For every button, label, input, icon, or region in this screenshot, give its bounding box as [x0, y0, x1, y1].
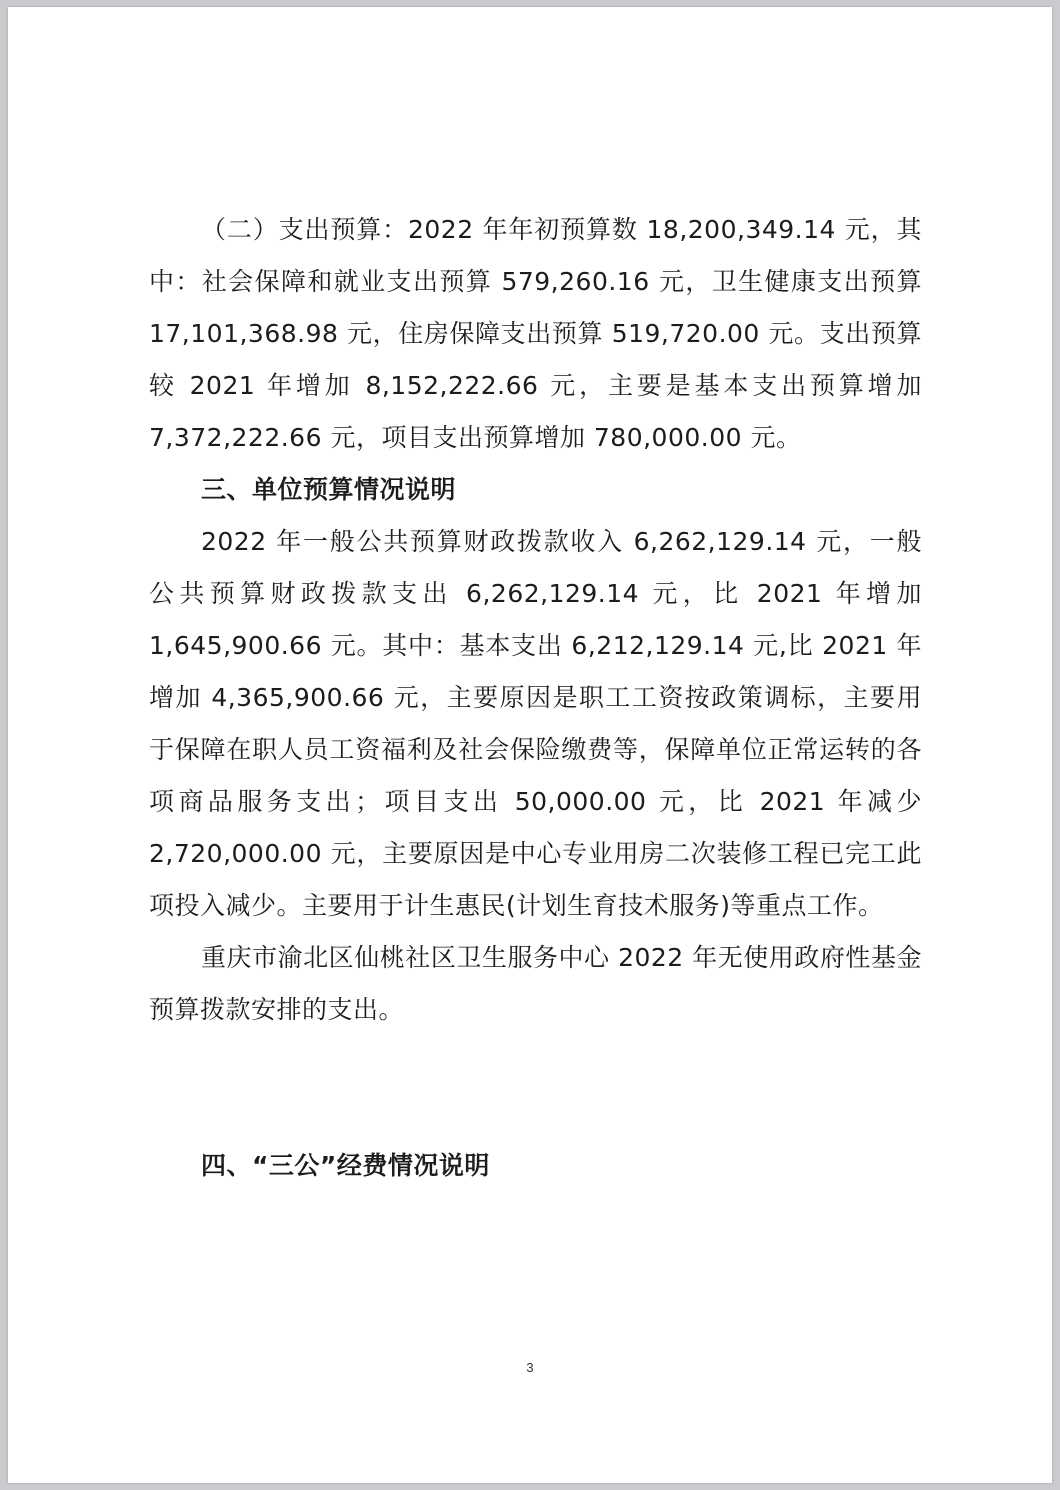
three-public-expenses-heading: 四、“三公”经费情况说明	[201, 1151, 490, 1180]
government-fund-paragraph: 重庆市渝北区仙桃社区卫生服务中心 2022 年无使用政府性基金预算拨款安排的支出。	[149, 943, 922, 1024]
unit-budget-heading: 三、单位预算情况说明	[201, 475, 457, 504]
general-budget-paragraph: 2022 年一般公共预算财政拨款收入 6,262,129.14 元，一般公共预算财政拨款支出 6,262,129.14 元，比 2021 年增加 1,645,900.66 元。其中：基本支出 6,212,129.14 元,比 2021 年增加 4,365,900.66 元，主要原因是职工工资按政策调标，主要用于保障在职人员工资福利及社会保险缴费等，保障单位正常运转的各项商品服务支出；项目支出 50,000.00 元，比 2021 年减少 2,720,000.00 元，主要原因是中心专业用房二次装修工程已完工此项投入减少。主要用于计生惠民(计划生育技术服务)等重点工作。	[149, 527, 922, 920]
expenditure-budget-paragraph: （二）支出预算：2022 年年初预算数 18,200,349.14 元，其中：社会保障和就业支出预算 579,260.16 元，卫生健康支出预算 17,101,368.98 元，住房保障支出预算 519,720.00 元。支出预算较 2021 年增加 8,152,222.66 元，主要是基本支出预算增加 7,372,222.66 元，项目支出预算增加 780,000.00 元。	[149, 215, 922, 452]
document-body	[149, 204, 922, 1192]
document-page	[8, 7, 1052, 1483]
page-number: 3	[526, 1360, 534, 1375]
